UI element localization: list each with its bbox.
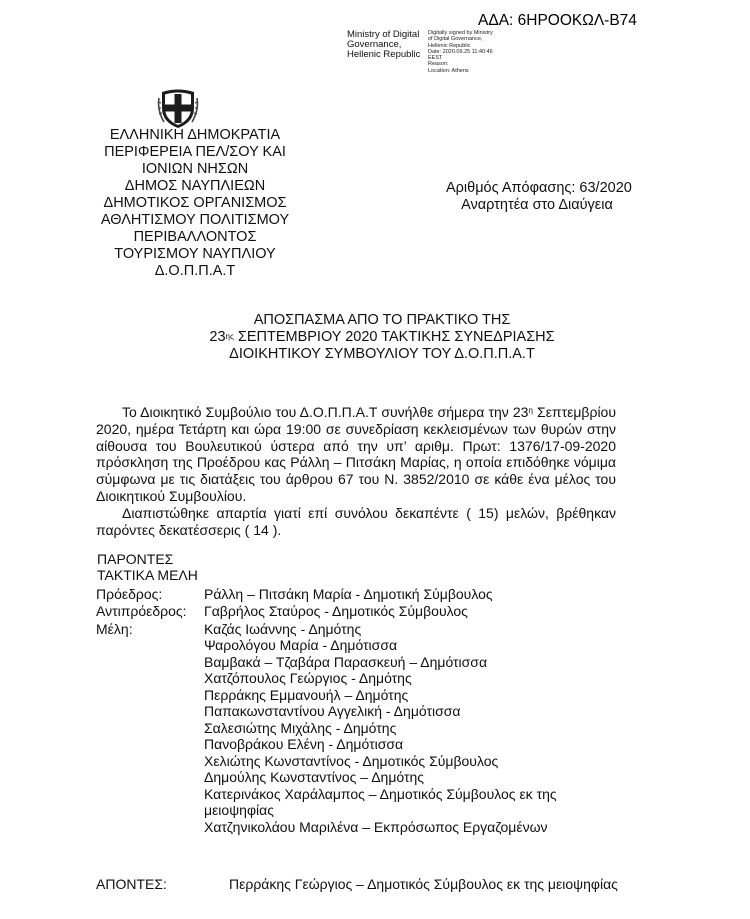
absent-name: Περράκης Γεώργιος – Δημοτικός Σύμβουλος εκ της μειοψηφίας [229, 876, 618, 892]
document-title: ΑΠΟΣΠΑΣΜΑ ΑΠΟ ΤΟ ΠΡΑΚΤΙΚΟ ΤΗΣ $23^{\eta\varsigma}$ ΣΕΠΤΕΜΒΡΙΟΥ 2020 ΤΑΚΤΙΚΗΣ ΣΥΝΕΔΡΙΑΣΗΣ ΔΙΟΙΚΗΤΙΚΟΥ ΣΥΜΒΟΥΛΙΟΥ ΤΟΥ Δ.Ο.Π.Π.Α.Τ [209, 312, 555, 362]
present-heading: ΠΑΡΟΝΤΕΣ [97, 551, 174, 567]
signature-details: Digitally signed by Ministry of Digital Governance, Hellenic Republic Date: 2020.09.25 11:40:46 EEST Reason: Location: Athens [428, 30, 493, 74]
absent-label: ΑΠΟΝΤΕΣ: [96, 876, 167, 892]
vice-president-label: Αντιπρόεδρος: [96, 603, 187, 619]
president-label: Πρόεδρος: [96, 586, 163, 602]
vice-president-name: Γαβρήλος Σταύρος - Δημοτικός Σύμβουλος [204, 603, 468, 619]
member-item: Κατερινάκος Χαράλαμπος – Δημοτικός Σύμβουλος εκ της [204, 786, 557, 802]
member-item: Πανοβράκου Ελένη - Δημότισσα [204, 736, 404, 752]
paragraph-meeting: Το Διοικητικό Συμβούλιο του Δ.Ο.Π.Π.Α.Τ συνήλθε σήμερα την $23^\eta$ Σεπτεμβρίου 2020, ημέρα Τετάρτη και ώρα 19:00 σε συνεδρίαση κεκλεισμένων των θυρών στην αίθουσα του Βουλευτικού ύστερα από την υπ’ αριθμ. Πρωτ: 1376/17-09-2020 πρόσκληση της Προέδρου κας Ράλλη – Πιτσάκη Μαρίας, η οποία επιδόθηκε νόμιμα σύμφωνα με τις διατάξεις του άρθρου 67 του Ν. 3852/2010 σε κάθε ένα μέλος του Διοικητικού Συμβουλίου. [96, 404, 616, 504]
member-item: Βαμβακά – Τζαβάρα Παρασκευή – Δημότισσα [204, 654, 488, 670]
member-item: Καζάς Ιωάννης - Δημότης [204, 621, 362, 637]
regular-members-heading: ΤΑΚΤΙΚΑ ΜΕΛΗ [97, 567, 198, 583]
member-item: Περράκης Εμμανουήλ – Δημότης [204, 687, 409, 703]
member-item: Δημούλης Κωνσταντίνος – Δημότης [204, 769, 425, 785]
member-item: Χελιώτης Κωνσταντίνος - Δημοτικός Σύμβουλος [204, 753, 499, 769]
posting-note: Αναρτητέα στο Διαύγεια [461, 197, 613, 213]
greek-emblem-icon [156, 86, 200, 130]
decision-info [446, 180, 632, 214]
member-item: Παπακωνσταντίνου Αγγελική - Δημότισσα [204, 703, 461, 719]
signature-organization: Ministry of Digital Governance, Hellenic Republic [347, 29, 421, 60]
member-item: Σαλεσιώτης Μιχάλης - Δημότης [204, 720, 397, 736]
member-item: Χατζηνικολάου Μαριλένα – Εκπρόσωπος Εργαζομένων [204, 819, 548, 835]
member-item: Ψαρολόγου Μαρία - Δημότισσα [204, 637, 398, 653]
body-text [96, 404, 616, 538]
members-label: Μέλη: [96, 621, 133, 637]
decision-number: Αριθμός Απόφασης: 63/2020 [446, 180, 632, 196]
paragraph-quorum: Διαπιστώθηκε απαρτία γιατί επί συνόλου δεκαπέντε ( 15) μελών, βρέθηκαν παρόντες δεκατέσσερις ( 14 ). [96, 504, 616, 538]
president-name: Ράλλη – Πιτσάκη Μαρία - Δημοτική Σύμβουλος [204, 586, 493, 602]
member-item: Χατζόπουλος Γεώργιος - Δημότης [204, 670, 412, 686]
issuer-block: ΕΛΛΗΝΙΚΗ ΔΗΜΟΚΡΑΤΙΑ ΠΕΡΙΦΕΡΕΙΑ ΠΕΛ/ΣΟΥ ΚΑΙ ΙΟΝΙΩΝ ΝΗΣΩΝ ΔΗΜΟΣ ΝΑΥΠΛΙΕΩΝ ΔΗΜΟΤΙΚΟΣ ΟΡΓΑΝΙΣΜΟΣ ΑΘΛΗΤΙΣΜΟΥ ΠΟΛΙΤΙΣΜΟΥ ΠΕΡΙΒΑΛΛΟΝΤΟΣ ΤΟΥΡΙΣΜΟΥ ΝΑΥΠΛΙΟΥ Δ.Ο.Π.Π.Α.Τ [100, 127, 290, 279]
ada-code: ΑΔΑ: 6ΗΡΟΟΚΩΛ-Β74 [478, 12, 637, 29]
member-item-continuation: μειοψηφίας [204, 802, 274, 818]
